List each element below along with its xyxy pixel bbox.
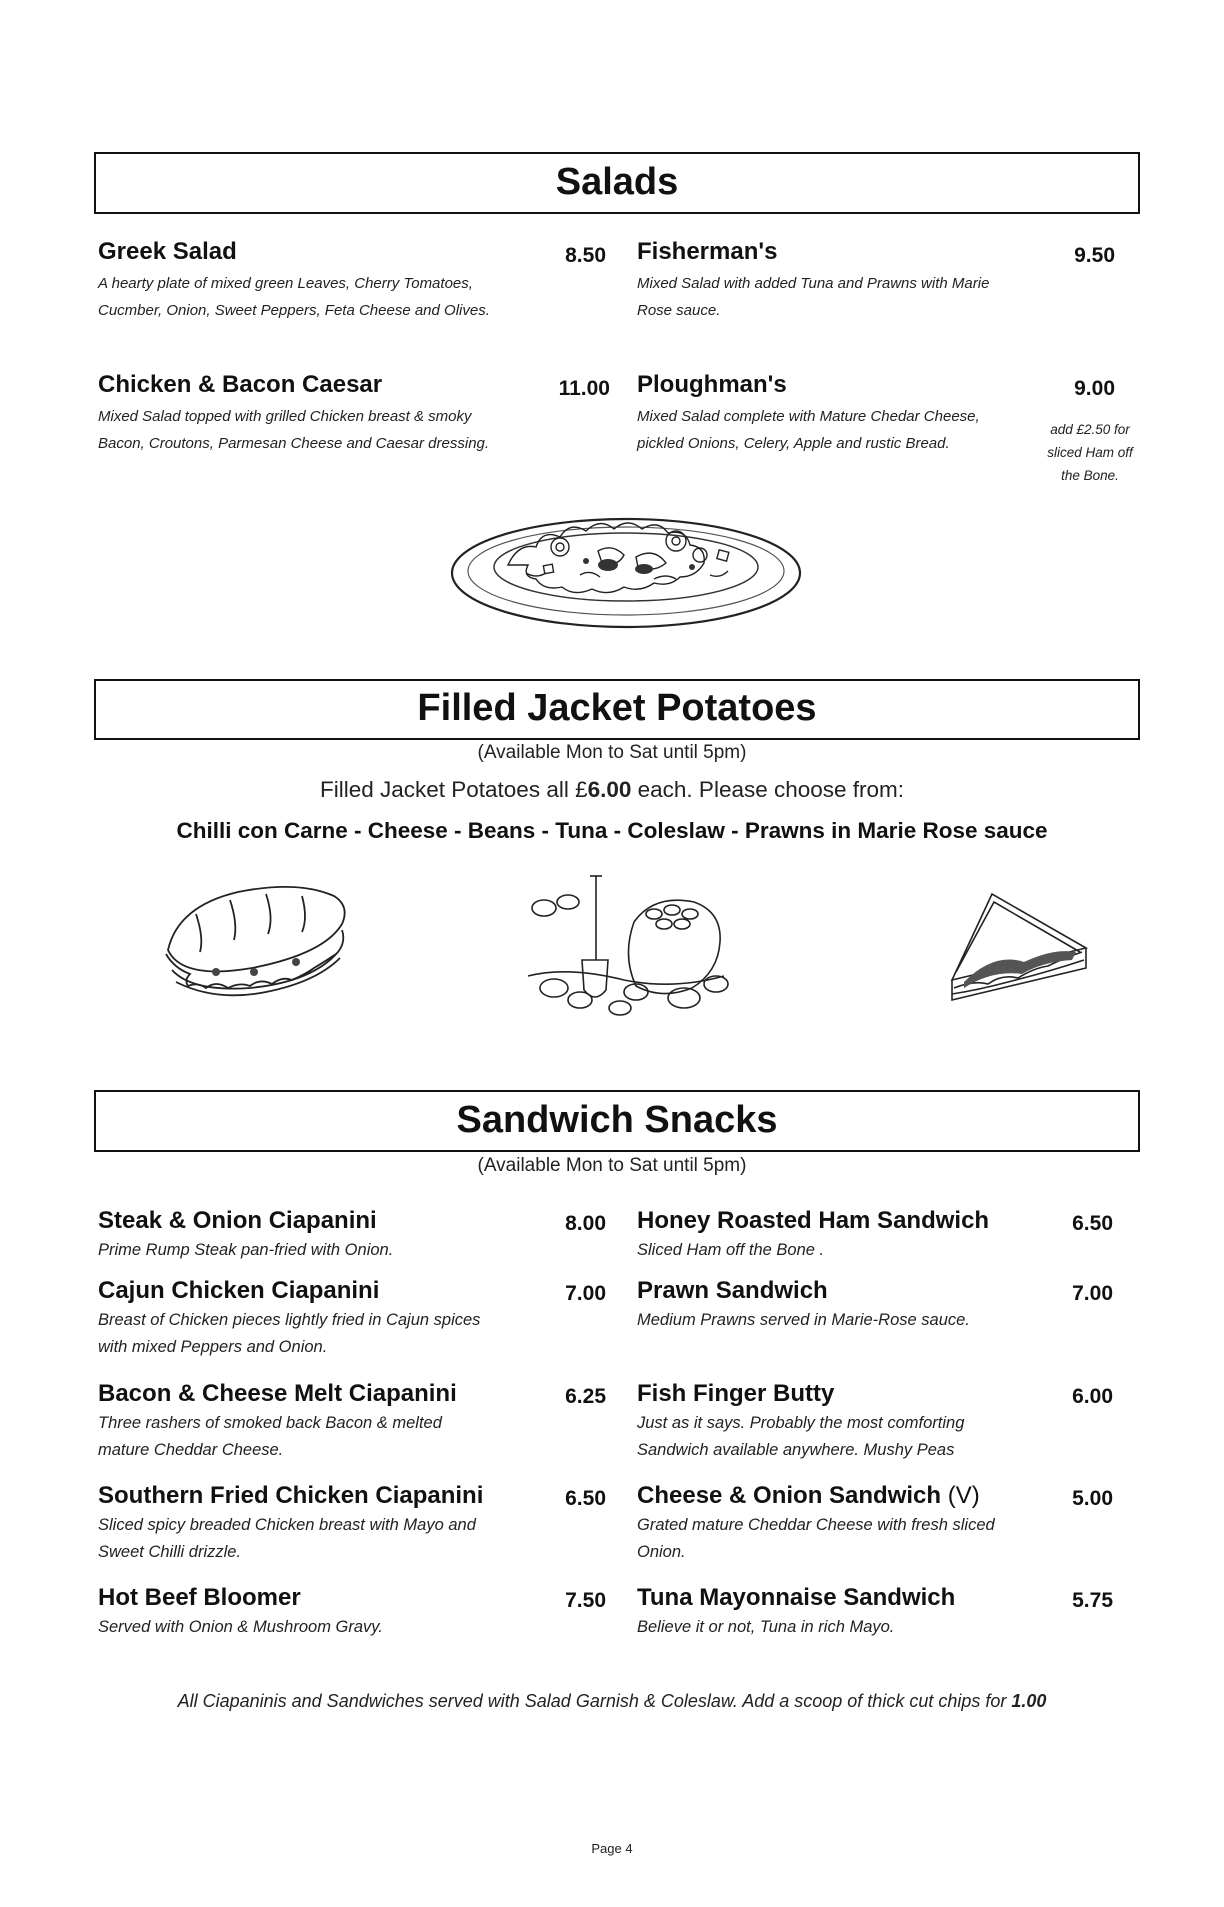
menu-item-southern-fried-chicken-ciapanini [98, 1482, 608, 1566]
item-desc: Believe it or not, Tuna in rich Mayo. [637, 1618, 895, 1636]
item-desc: Bacon, Croutons, Parmesan Cheese and Caesar dressing. [98, 435, 490, 452]
jacket-intro-text: each. Please choose from: [631, 777, 905, 802]
item-desc: Breast of Chicken pieces lightly fried in Cajun spices [98, 1311, 481, 1329]
item-desc: Mixed Salad complete with Mature Chedar Cheese, [637, 408, 980, 425]
menu-item-chicken-bacon-caesar [98, 371, 610, 457]
item-name [637, 1482, 1113, 1510]
item-desc: pickled Onions, Celery, Apple and rustic Bread. [637, 435, 950, 452]
note-line: sliced Ham off [1047, 445, 1133, 460]
item-price: 6.00 [1072, 1385, 1113, 1408]
jacket-potatoes-header [94, 679, 1140, 740]
menu-item-fish-finger-butty [637, 1380, 1113, 1464]
menu-item-fishermans [637, 238, 1115, 324]
item-desc: Sandwich available anywhere. Mushy Peas [637, 1441, 955, 1459]
jacket-intro-price: 6.00 [587, 777, 632, 802]
jacket-availability: (Available Mon to Sat until 5pm) [477, 742, 747, 763]
item-desc: A hearty plate of mixed green Leaves, Cherry Tomatoes, [98, 275, 473, 292]
page-number: Page 4 [591, 1841, 633, 1856]
item-name: Ploughman's [637, 371, 787, 398]
menu-item-cajun-chicken-ciapanini [98, 1277, 608, 1361]
sandwich-footnote [0, 1691, 1224, 1712]
menu-item-greek-salad [98, 238, 608, 324]
note-line: add £2.50 for [1050, 422, 1130, 437]
item-price: 6.50 [565, 1487, 606, 1510]
item-name: Hot Beef Bloomer [98, 1584, 301, 1611]
item-desc: Onion. [637, 1543, 686, 1561]
item-name-text: Fish Finger Butty [637, 1380, 835, 1407]
menu-item-honey-roasted-ham-sandwich [637, 1207, 1113, 1264]
item-desc: Sweet Chilli drizzle. [98, 1543, 242, 1561]
item-price: 8.00 [565, 1212, 606, 1235]
item-desc: Sliced Ham off the Bone . [637, 1241, 825, 1259]
item-price: 11.00 [558, 377, 610, 400]
item-desc: Mixed Salad topped with grilled Chicken breast & smoky [98, 408, 472, 425]
item-desc: Medium Prawns served in Marie-Rose sauce. [637, 1311, 970, 1329]
item-name: Steak & Onion Ciapanini [98, 1207, 377, 1234]
item-price: 5.00 [1072, 1487, 1113, 1510]
salads-header [94, 152, 1140, 214]
jacket-potatoes-title: Filled Jacket Potatoes [417, 687, 817, 729]
menu-item-bacon-cheese-melt-ciapanini [98, 1380, 608, 1464]
item-desc: with mixed Peppers and Onion. [98, 1338, 328, 1356]
item-name-text: Prawn Sandwich [637, 1277, 828, 1304]
item-price: 7.50 [565, 1589, 606, 1612]
note-line: the Bone. [1061, 468, 1119, 483]
jacket-fillings: Chilli con Carne - Cheese - Beans - Tuna - Coleslaw - Prawns in Marie Rose sauce [176, 818, 1048, 843]
salads-title: Salads [555, 161, 679, 203]
sandwich-availability: (Available Mon to Sat until 5pm) [477, 1155, 747, 1176]
item-name: Chicken & Bacon Caesar [98, 371, 383, 398]
item-name-text: Cheese & Onion Sandwich [637, 1482, 942, 1509]
item-price: 6.25 [565, 1385, 606, 1408]
item-desc: Sliced spicy breaded Chicken breast with Mayo and [98, 1516, 476, 1534]
baguette-sandwich-illustration [156, 874, 356, 1014]
item-name [637, 1277, 1113, 1305]
sandwich-triangle-illustration [944, 876, 1094, 1016]
item-name: Greek Salad [98, 238, 237, 265]
item-desc: Cucmber, Onion, Sweet Peppers, Feta Cheese and Olives. [98, 302, 490, 319]
menu-item-cheese-onion-sandwich [637, 1482, 1113, 1566]
item-desc: Grated mature Cheddar Cheese with fresh sliced [637, 1516, 995, 1534]
item-desc: Rose sauce. [637, 302, 721, 319]
item-name [637, 1207, 1113, 1235]
item-desc: Three rashers of smoked back Bacon & melted [98, 1414, 442, 1432]
menu-item-hot-beef-bloomer [98, 1584, 608, 1641]
vegetarian-badge: (V) [941, 1482, 980, 1509]
item-price: 5.75 [1072, 1589, 1113, 1612]
item-name-text: Tuna Mayonnaise Sandwich [637, 1584, 956, 1611]
menu-item-prawn-sandwich [637, 1277, 1113, 1334]
item-price: 9.50 [1074, 244, 1115, 267]
salad-plate-illustration [448, 495, 804, 635]
jacket-intro-text: Filled Jacket Potatoes all £ [319, 777, 588, 802]
ploughmans-note [1000, 418, 1180, 487]
menu-item-tuna-mayonnaise-sandwich [637, 1584, 1113, 1641]
sandwich-snacks-title: Sandwich Snacks [456, 1099, 778, 1141]
footnote-text: All Ciapaninis and Sandwiches served with Salad Garnish & Coleslaw. Add a scoop of thick cut chips for [177, 1691, 1012, 1711]
menu-item-steak-onion-ciapanini [98, 1207, 608, 1264]
sandwich-snacks-header [94, 1090, 1140, 1152]
item-name: Southern Fried Chicken Ciapanini [98, 1482, 484, 1509]
item-price: 6.50 [1072, 1212, 1113, 1235]
item-name: Fisherman's [637, 238, 778, 265]
jacket-intro [0, 777, 1224, 803]
item-price: 7.00 [1072, 1282, 1113, 1305]
item-name [637, 1380, 1113, 1408]
item-name: Cajun Chicken Ciapanini [98, 1277, 380, 1304]
item-desc: Mixed Salad with added Tuna and Prawns with Marie [637, 275, 990, 292]
item-price: 7.00 [565, 1282, 606, 1305]
item-name [637, 1584, 1113, 1612]
item-desc: mature Cheddar Cheese. [98, 1441, 284, 1459]
potatoes-spade-illustration [524, 872, 734, 1022]
item-desc: Served with Onion & Mushroom Gravy. [98, 1618, 383, 1636]
item-desc: Just as it says. Probably the most comforting [637, 1414, 965, 1432]
footnote-price: 1.00 [1011, 1691, 1047, 1711]
item-desc: Prime Rump Steak pan-fried with Onion. [98, 1241, 394, 1259]
item-price: 8.50 [565, 244, 606, 267]
item-price: 9.00 [1074, 377, 1115, 400]
item-name: Bacon & Cheese Melt Ciapanini [98, 1380, 457, 1407]
item-name-text: Honey Roasted Ham Sandwich [637, 1207, 990, 1234]
